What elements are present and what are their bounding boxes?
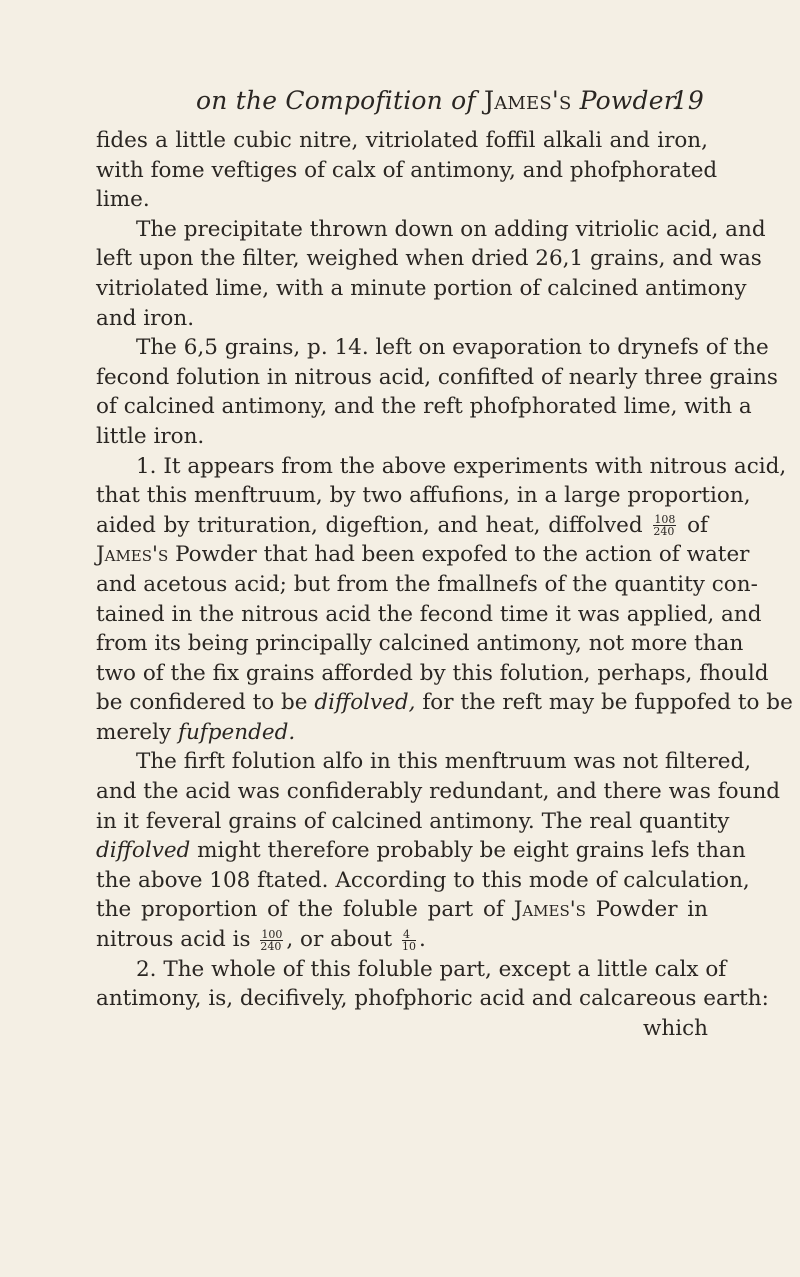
text-line: in it feveral grains of calcined antimony. The real quantity bbox=[96, 808, 730, 834]
text-line: two of the fix grains afforded by this folution, perhaps, fhould bbox=[96, 660, 769, 686]
text-line: little iron. bbox=[96, 423, 205, 449]
fraction: $\frac{100}{240}$ bbox=[260, 927, 283, 953]
text-line: 2. The whole of this foluble part, except a little calx of bbox=[136, 956, 727, 982]
text-line: be confidered to be diffolved, for the reft may be fuppofed to be bbox=[96, 690, 793, 716]
text-line: The 6,5 grains, p. 14. left on evaporation to drynefs of the bbox=[136, 335, 769, 361]
catchword: which bbox=[642, 1015, 708, 1041]
text-line: the above 108 ftated. According to this mode of calculation, bbox=[96, 867, 750, 893]
text-line: The firft folution alfo in this menftruum was not filtered, bbox=[136, 749, 752, 775]
text-line: antimony, is, decifively, phofphoric acid and calcareous earth: bbox=[96, 986, 769, 1012]
text-line: of calcined antimony, and the reft phofphorated lime, with a bbox=[96, 394, 752, 420]
text-line: James's Powder that had been expofed to the action of water bbox=[96, 542, 750, 568]
text-line: aided by trituration, digeftion, and heat, diffolved $\frac{108}{240}$ of bbox=[96, 512, 708, 539]
text-line: fides a little cubic nitre, vitriolated foffil alkali and iron, bbox=[96, 128, 708, 153]
body-text bbox=[96, 126, 793, 1043]
running-title: on the Compofition of James's Powder. bbox=[196, 86, 682, 115]
text-line: that this menftruum, by two affufions, in a large proportion, bbox=[96, 483, 751, 509]
text-line: vitriolated lime, with a minute portion of calcined antimony bbox=[96, 275, 747, 301]
text-line: from its being principally calcined antimony, not more than bbox=[96, 631, 744, 657]
text-line: The precipitate thrown down on adding vitriolic acid, and bbox=[136, 216, 766, 242]
text-line: and acetous acid; but from the fmallnefs of the quantity con- bbox=[96, 571, 758, 597]
text-line: left upon the filter, weighed when dried 26,1 grains, and was bbox=[96, 246, 762, 272]
fraction: $\frac{4}{10}$ bbox=[401, 927, 416, 953]
fraction: $\frac{108}{240}$ bbox=[653, 513, 676, 539]
text-line: lime. bbox=[96, 187, 150, 213]
text-line: merely fufpended. bbox=[96, 719, 296, 745]
text-line: 1. It appears from the above experiments with nitrous acid, bbox=[136, 453, 787, 479]
text-line: nitrous acid is $\frac{100}{240}$ , or about $\frac{4}{10}$ . bbox=[96, 927, 426, 953]
text-line: and iron. bbox=[96, 305, 195, 331]
running-header bbox=[196, 86, 704, 115]
text-line: with fome veftiges of calx of antimony, and phofphorated bbox=[96, 157, 718, 183]
text-line: and the acid was confiderably redundant, and there was found bbox=[96, 779, 781, 805]
text-line: diffolved might therefore probably be eight grains lefs than bbox=[96, 838, 746, 864]
text-line: tained in the nitrous acid the fecond time it was applied, and bbox=[96, 601, 762, 627]
text-line: fecond folution in nitrous acid, confifted of nearly three grains bbox=[96, 364, 778, 390]
text-line: the proportion of the foluble part of James's Powder in bbox=[96, 897, 709, 923]
page-number: 19 bbox=[671, 86, 704, 115]
